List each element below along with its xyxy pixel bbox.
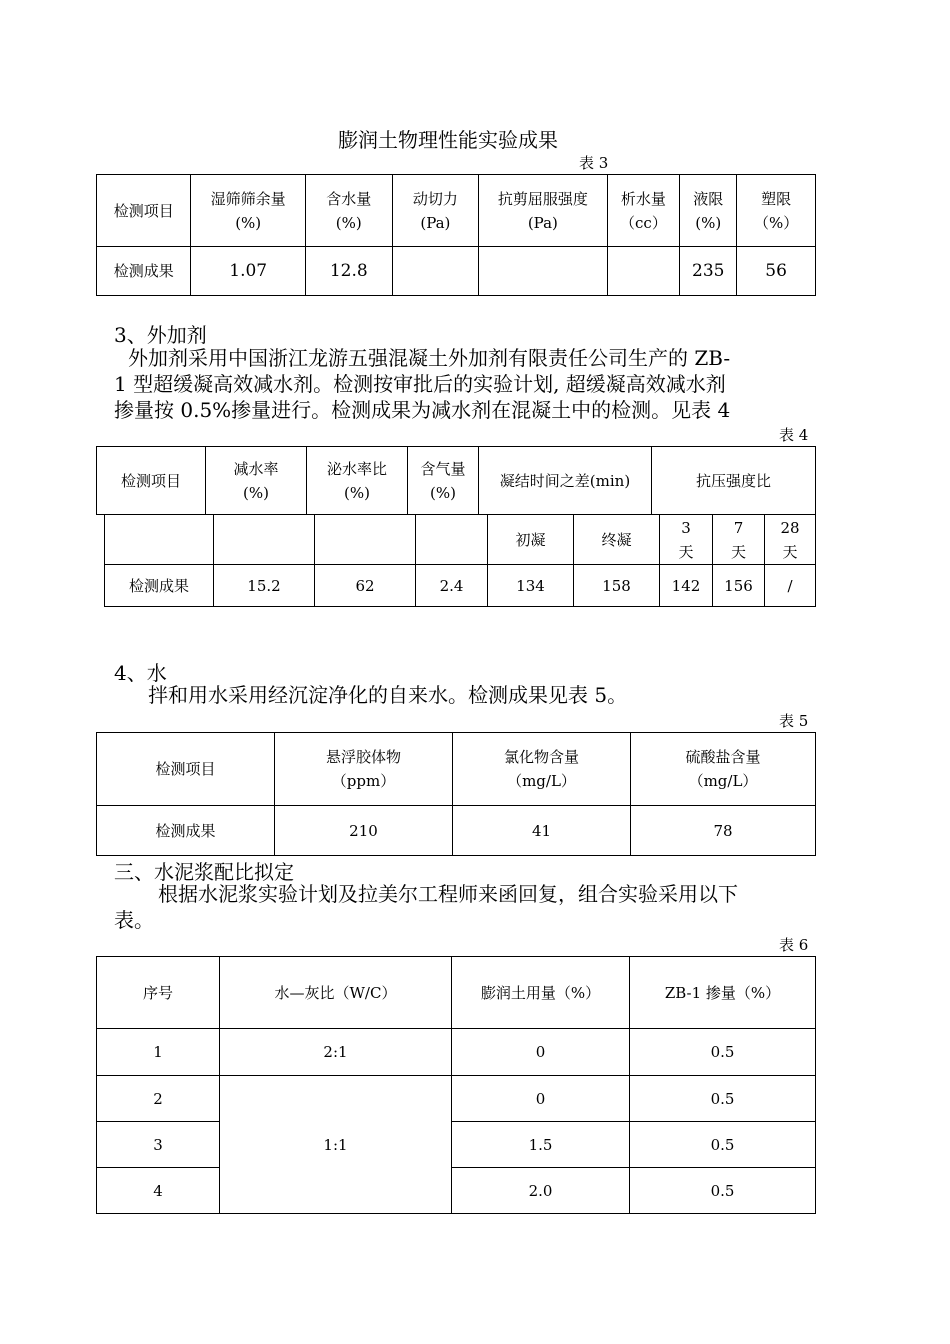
subheader-cell: 28 天	[765, 515, 816, 565]
table-cell: 1	[97, 1029, 220, 1076]
subheader-cell: 7 天	[713, 515, 765, 565]
table-cell: 12.8	[305, 247, 392, 296]
table-cell-merged: 1:1	[220, 1076, 452, 1214]
header-cell: ZB-1 掺量（%）	[630, 957, 816, 1029]
subheader-cell: 初凝	[488, 515, 574, 565]
header-cell: 泌水率比 (%)	[307, 447, 408, 515]
table-cell	[607, 247, 680, 296]
table-cell: 210	[275, 806, 453, 856]
table-6-label: 表 6	[779, 936, 809, 954]
table-row	[97, 1076, 816, 1122]
table-cell: 0	[452, 1029, 630, 1076]
table-cell: 2.0	[452, 1168, 630, 1214]
table-cell: 4	[97, 1168, 220, 1214]
admixture-paragraph-line: 外加剂采用中国浙江龙游五强混凝土外加剂有限责任公司生产的 ZB-	[128, 346, 731, 370]
header-cell: 凝结时间之差(min)	[479, 447, 652, 515]
table-cell: 检测成果	[97, 247, 191, 296]
table-row	[97, 247, 816, 296]
table-cell: 0.5	[630, 1029, 816, 1076]
table-cell: 1.5	[452, 1122, 630, 1168]
table-cell: 41	[453, 806, 631, 856]
table-cell: 158	[574, 565, 660, 607]
table-cell: 56	[737, 247, 816, 296]
admixture-paragraph-line: 掺量按 0.5%掺量进行。检测成果为减水剂在混凝土中的检测。见表 4	[114, 398, 731, 422]
table-cell: /	[765, 565, 816, 607]
table-4-body	[104, 514, 816, 607]
header-cell: 悬浮胶体物 （ppm）	[275, 733, 453, 806]
header-cell: 水—灰比（W/C）	[220, 957, 452, 1029]
table-cell: 235	[680, 247, 737, 296]
table-4-header	[96, 446, 816, 515]
admixture-heading: 3、外加剂	[114, 323, 207, 347]
table-row	[97, 1029, 816, 1076]
table-cell: 2.4	[416, 565, 488, 607]
subheader-cell: 3 天	[660, 515, 713, 565]
admixture-paragraph-line: 1 型超缓凝高效减水剂。检测按审批后的实验计划, 超缓凝高效减水剂	[114, 372, 726, 396]
header-cell: 含气量 (%)	[408, 447, 479, 515]
table-row	[97, 1122, 816, 1168]
table-cell	[479, 247, 607, 296]
table-cell: 0.5	[630, 1122, 816, 1168]
header-cell: 硫酸盐含量 （mg/L）	[631, 733, 816, 806]
header-cell: 检测项目	[97, 733, 275, 806]
table-row	[97, 1168, 816, 1214]
header-cell: 塑限 （%）	[737, 175, 816, 247]
header-cell: 含水量 (%)	[305, 175, 392, 247]
table-cell: 156	[713, 565, 765, 607]
mix-paragraph-line: 根据水泥浆实验计划及拉美尔工程师来函回复，组合实验采用以下	[158, 882, 738, 906]
header-cell: 析水量 （cc）	[607, 175, 680, 247]
header-cell: 减水率 (%)	[206, 447, 307, 515]
table-cell: 2:1	[220, 1029, 452, 1076]
header-cell: 抗剪屈服强度 (Pa)	[479, 175, 607, 247]
table-row	[97, 806, 816, 856]
bentonite-title: 膨润土物理性能实验成果	[338, 128, 558, 152]
table-cell: 15.2	[214, 565, 315, 607]
header-cell: 湿筛筛余量 (%)	[191, 175, 305, 247]
table-cell: 142	[660, 565, 713, 607]
table-cell: 62	[315, 565, 416, 607]
table-cell: 78	[631, 806, 816, 856]
subheader-cell: 终凝	[574, 515, 660, 565]
table-cell: 0	[452, 1076, 630, 1122]
table-5	[96, 732, 816, 856]
table-cell: 检测成果	[97, 806, 275, 856]
table-cell: 134	[488, 565, 574, 607]
table-5-label: 表 5	[779, 712, 809, 730]
water-paragraph: 拌和用水采用经沉淀净化的自来水。检测成果见表 5。	[148, 683, 628, 707]
table-row	[105, 565, 816, 607]
header-cell: 检测项目	[97, 175, 191, 247]
table-cell: 1.07	[191, 247, 305, 296]
mix-paragraph-line: 表。	[114, 908, 154, 932]
table-cell: 0.5	[630, 1168, 816, 1214]
header-cell: 序号	[97, 957, 220, 1029]
table-cell: 3	[97, 1122, 220, 1168]
table-cell	[392, 247, 479, 296]
table-6	[96, 956, 816, 1214]
header-cell: 抗压强度比	[652, 447, 816, 515]
header-cell: 液限 (%)	[680, 175, 737, 247]
header-cell: 氯化物含量 （mg/L）	[453, 733, 631, 806]
water-heading: 4、水	[114, 661, 167, 685]
table-cell: 2	[97, 1076, 220, 1122]
header-cell: 检测项目	[97, 447, 206, 515]
mix-heading: 三、水泥浆配比拟定	[114, 860, 294, 884]
header-cell: 膨润土用量（%）	[452, 957, 630, 1029]
table-cell: 检测成果	[105, 565, 214, 607]
table-3	[96, 174, 816, 296]
table-4-label: 表 4	[779, 426, 809, 444]
table-3-label: 表 3	[579, 154, 609, 172]
header-cell: 动切力 (Pa)	[392, 175, 479, 247]
table-cell: 0.5	[630, 1076, 816, 1122]
